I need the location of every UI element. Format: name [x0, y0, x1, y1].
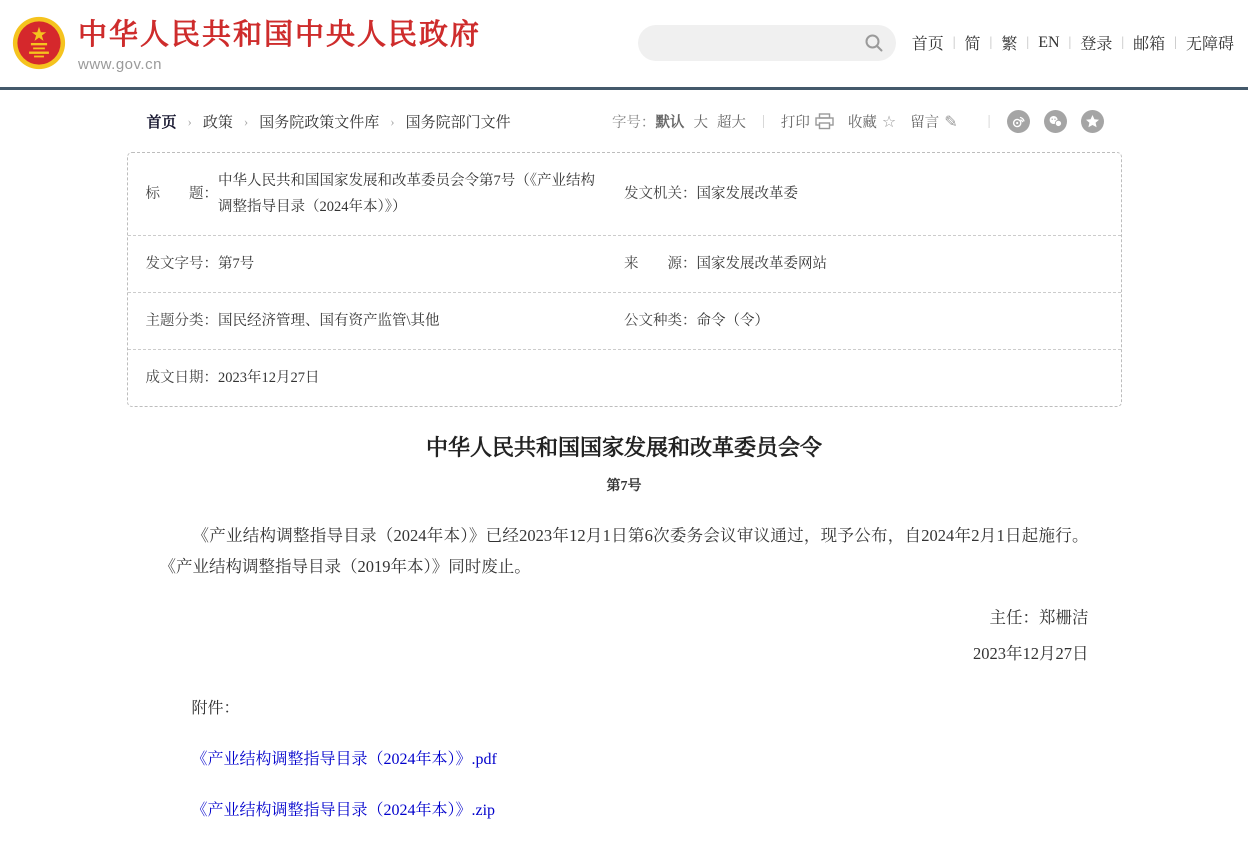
meta-value: 国家发展改革委网站	[696, 256, 827, 272]
nav-separator: |	[989, 34, 993, 50]
meta-label: 标 题：	[145, 186, 218, 202]
share-wechat-button[interactable]	[1044, 110, 1067, 133]
meta-value: 2023年12月27日	[218, 370, 320, 386]
meta-label: 发文字号：	[145, 256, 218, 272]
pencil-icon: ✎	[944, 112, 958, 131]
site-url[interactable]: www.gov.cn	[78, 56, 162, 73]
print-button[interactable]: 打印	[781, 111, 834, 132]
meta-cell-issuer	[624, 153, 1103, 235]
meta-cell-title	[146, 153, 625, 235]
nav-separator: |	[952, 34, 956, 50]
share-buttons	[1007, 110, 1104, 133]
attachment-pdf-link[interactable]: 《产业结构调整指导目录（2024年本）》.pdf	[191, 751, 497, 768]
attachment-zip-link[interactable]: 《产业结构调整指导目录（2024年本）》.zip	[191, 802, 496, 819]
header-right	[638, 25, 1236, 61]
meta-value: 命令（令）	[696, 313, 769, 329]
share-qzone-button[interactable]	[1081, 110, 1104, 133]
breadcrumb-department-docs[interactable]: 国务院部门文件	[405, 115, 511, 131]
font-size-large-button[interactable]: 大	[693, 115, 708, 131]
meta-value: 中华人民共和国国家发展和改革委员会令第7号（《产业结构调整指导目录（2024年本）》）	[218, 173, 595, 215]
meta-cell-type	[624, 293, 1103, 349]
nav-separator: |	[1121, 34, 1125, 50]
breadcrumb-home[interactable]: 首页	[146, 115, 177, 131]
document-meta-table	[127, 152, 1122, 407]
document-body	[127, 431, 1122, 860]
printer-icon	[815, 113, 834, 130]
meta-value: 国家发展改革委	[696, 186, 798, 202]
meta-label: 主题分类：	[145, 313, 218, 329]
brand-text	[78, 12, 481, 73]
meta-cell-empty	[624, 350, 1103, 406]
chevron-right-icon: ›	[390, 113, 395, 129]
nav-english[interactable]: EN	[1038, 33, 1060, 51]
font-size-label: 字号：	[611, 115, 656, 131]
meta-cell-doc-no	[146, 236, 625, 292]
document-title: 中华人民共和国国家发展和改革委员会令	[425, 435, 822, 460]
meta-label: 来 源：	[624, 256, 697, 272]
font-size-xlarge-button[interactable]: 超大	[716, 115, 746, 131]
document-paragraph: 《产业结构调整指导目录（2024年本）》已经2023年12月1日第6次委务会议审议通过，现予公布，自2024年2月1日起施行。《产业结构调整指导目录（2019年本）》同时废止。	[159, 526, 1089, 576]
toolbar-divider: |	[987, 113, 991, 129]
meta-row-title	[128, 153, 1121, 236]
comment-button[interactable]: 留言 ✎	[910, 112, 958, 131]
meta-row-topic	[128, 293, 1121, 350]
font-size-default-button[interactable]: 默认	[655, 115, 685, 131]
nav-separator: |	[1026, 34, 1030, 50]
nav-mailbox[interactable]: 邮箱	[1133, 36, 1166, 53]
nav-home[interactable]: 首页	[911, 36, 944, 53]
meta-cell-date	[146, 350, 625, 406]
breadcrumb-policy-library[interactable]: 国务院政策文件库	[259, 115, 380, 131]
attachments-section	[192, 695, 1089, 820]
search-icon[interactable]	[864, 33, 884, 53]
meta-cell-topic	[146, 293, 625, 349]
page-toolbar	[612, 110, 1104, 133]
top-nav	[912, 31, 1236, 54]
document-signer: 主任：郑栅洁	[989, 608, 1089, 627]
document-sign-date: 2023年12月27日	[973, 644, 1089, 663]
document-number: 第7号	[606, 479, 642, 494]
share-weibo-button[interactable]	[1007, 110, 1030, 133]
meta-label: 公文种类：	[624, 313, 697, 329]
site-header	[0, 0, 1248, 87]
nav-traditional[interactable]: 繁	[1001, 36, 1018, 53]
search-input[interactable]	[654, 35, 859, 51]
star-outline-icon: ☆	[881, 112, 897, 131]
meta-row-date	[128, 350, 1121, 406]
star-badge-icon	[1085, 114, 1100, 129]
breadcrumb	[147, 111, 511, 132]
toolbar-divider: |	[761, 113, 765, 129]
meta-row-number	[128, 236, 1121, 293]
nav-accessibility[interactable]: 无障碍	[1185, 36, 1234, 53]
meta-cell-source	[624, 236, 1103, 292]
nav-login[interactable]: 登录	[1080, 36, 1113, 53]
meta-label: 发文机关：	[624, 186, 697, 202]
attachments-label: 附件：	[191, 700, 240, 717]
site-logo[interactable]	[12, 12, 481, 73]
breadcrumb-policy[interactable]: 政策	[202, 115, 233, 131]
site-title[interactable]: 中华人民共和国中央人民政府	[78, 19, 482, 51]
national-emblem-icon	[12, 16, 66, 70]
nav-simplified[interactable]: 简	[964, 36, 981, 53]
chevron-right-icon: ›	[243, 113, 249, 129]
main-content	[127, 90, 1122, 860]
favorite-button[interactable]: 收藏 ☆	[847, 112, 897, 131]
chevron-right-icon: ›	[187, 113, 192, 129]
meta-label: 成文日期：	[145, 370, 218, 386]
meta-value: 国民经济管理、国有资产监管\其他	[218, 313, 440, 329]
meta-value: 第7号	[218, 256, 255, 272]
nav-separator: |	[1174, 34, 1177, 50]
search-box[interactable]	[638, 25, 896, 61]
weibo-icon	[1011, 114, 1026, 129]
wechat-icon	[1048, 114, 1063, 129]
breadcrumb-toolbar-row	[127, 90, 1122, 147]
nav-separator: |	[1068, 34, 1072, 50]
